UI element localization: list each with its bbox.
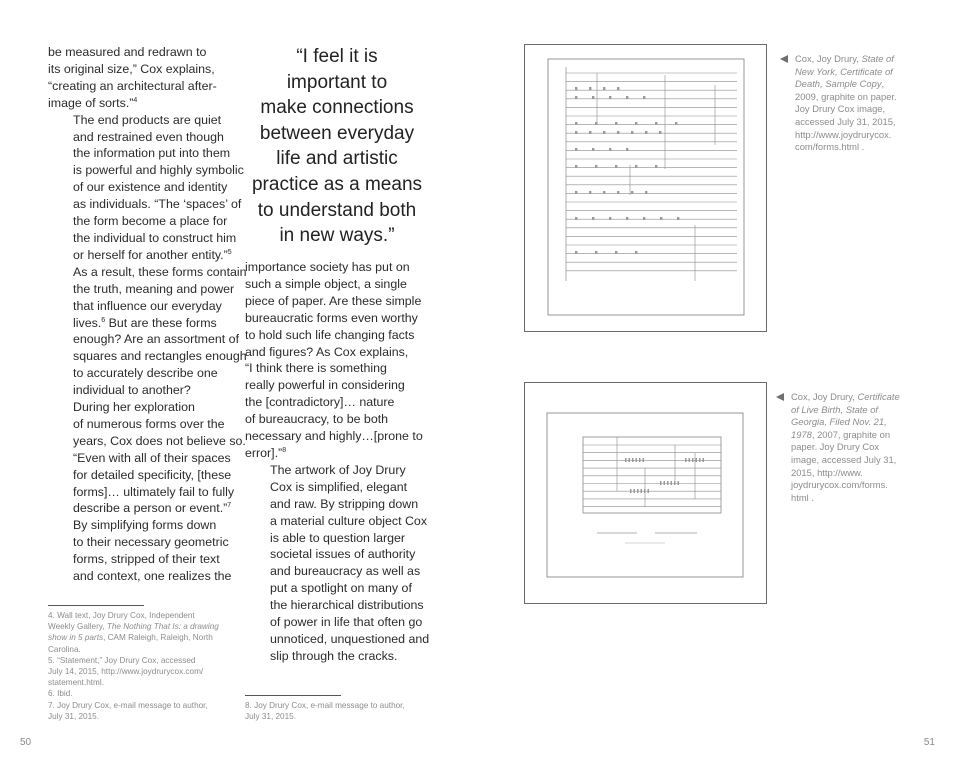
text-run: or herself for another entity.” xyxy=(73,247,228,262)
figure-caption-1 xyxy=(795,53,935,154)
text-line: of our existence and identity xyxy=(73,180,228,195)
text-line xyxy=(795,53,935,66)
form-tick-box xyxy=(645,131,647,134)
form-tick-box xyxy=(641,489,643,493)
form-tick-box xyxy=(630,489,632,493)
footnotes-column-2 xyxy=(245,700,445,722)
form-tick-box xyxy=(696,458,698,462)
text-line: to their necessary geometric xyxy=(73,535,229,550)
text-line: the form become a place for xyxy=(73,214,228,229)
text-line xyxy=(245,445,445,462)
text-line: is powerful and highly symbolic xyxy=(73,163,244,178)
form-tick-box xyxy=(615,122,617,125)
form-tick-box xyxy=(575,165,577,168)
form-tick-box xyxy=(617,87,619,90)
form-tick-box xyxy=(664,481,666,485)
form-tick-box xyxy=(615,165,617,168)
text-line: forms]… ultimately fail to fully xyxy=(73,484,235,499)
form-tick-box xyxy=(632,458,634,462)
form-tick-box xyxy=(595,251,597,254)
text-line: is able to question larger xyxy=(270,530,406,545)
text-line: “creating an architectural after- xyxy=(48,78,217,93)
paragraph xyxy=(245,259,445,462)
form-tick-box xyxy=(631,131,633,134)
form-tick-box xyxy=(589,131,591,134)
text-line: of power in life that often go xyxy=(270,615,423,630)
form-tick-box xyxy=(595,165,597,168)
text-run: error].” xyxy=(245,445,283,460)
work-title: Death, Sample Copy xyxy=(795,78,882,90)
footnotes-column-1 xyxy=(48,610,238,722)
text-line: paper. Joy Drury Cox xyxy=(791,441,880,453)
form-tick-box xyxy=(592,96,594,99)
text-run: , CAM Raleigh, Raleigh, North xyxy=(103,633,213,643)
artwork-death-certificate xyxy=(524,44,767,332)
form-tick-box xyxy=(703,458,705,462)
text-line xyxy=(791,391,931,404)
text-line xyxy=(48,621,238,632)
text-line: piece of paper. Are these simple xyxy=(245,293,422,308)
paragraph xyxy=(48,44,238,112)
form-tick-box xyxy=(575,191,577,194)
text-line: a material culture object Cox xyxy=(270,513,428,528)
work-title: 1978 xyxy=(791,428,812,440)
form-tick-box xyxy=(609,96,611,99)
text-line: image, accessed July 31, xyxy=(791,453,897,465)
text-line: really powerful in considering xyxy=(245,378,405,393)
form-tick-box xyxy=(635,251,637,254)
text-line: and restrained even though xyxy=(73,129,224,144)
work-title: New York, Certificate of xyxy=(795,65,893,77)
text-line xyxy=(48,247,238,264)
form-tick-box xyxy=(699,458,701,462)
text-line xyxy=(48,95,238,112)
text-line: Joy Drury Cox image, xyxy=(795,103,886,115)
text-line: The end products are quiet xyxy=(73,112,222,127)
form-tick-box xyxy=(667,481,669,485)
footnote-ref[interactable]: 4 xyxy=(133,96,138,104)
text-line: 7. Joy Drury Cox, e-mail message to author, xyxy=(48,700,208,710)
form-tick-box xyxy=(625,458,627,462)
text-run: lives. xyxy=(73,315,102,330)
form-tick-box xyxy=(645,191,647,194)
text-line: such a simple object, a single xyxy=(245,276,407,291)
text-line xyxy=(791,404,931,417)
work-title: Georgia, Filed Nov. 21, xyxy=(791,416,887,428)
form-tick-box xyxy=(643,458,645,462)
text-line xyxy=(48,315,238,332)
text-line: “Even with all of their spaces xyxy=(73,450,231,465)
text-line: forms, stripped of their text xyxy=(73,552,220,567)
text-run: Cox, Joy Drury, xyxy=(791,391,858,402)
paragraph xyxy=(245,462,445,665)
form-tick-box xyxy=(617,131,619,134)
form-tick-box xyxy=(626,96,628,99)
page-number-left: 50 xyxy=(20,737,32,748)
url-link[interactable]: July 14, 2015, http://www.joydrurycox.com/ xyxy=(48,667,204,677)
text-line: as individuals. “The ‘spaces’ of xyxy=(73,197,242,212)
form-tick-box xyxy=(575,251,577,254)
text-run: , 2007, graphite on xyxy=(811,428,891,440)
page-number-right: 51 xyxy=(923,737,935,748)
form-tick-box xyxy=(675,122,677,125)
body-column-2 xyxy=(245,259,445,665)
form-tick-box xyxy=(592,217,594,220)
text-run: But are these forms xyxy=(105,315,217,330)
form-tick-box xyxy=(635,122,637,125)
text-line: be measured and redrawn to xyxy=(48,45,207,59)
form-tick-box xyxy=(629,458,631,462)
text-line xyxy=(795,66,935,79)
text-line: 5. “Statement,” Joy Drury Cox, accessed xyxy=(48,655,196,665)
text-line: July 31, 2015. xyxy=(245,712,296,722)
text-line xyxy=(48,632,238,643)
text-run: describe a person or event.” xyxy=(73,501,228,516)
text-line: “I think there is something xyxy=(245,361,387,376)
url-link[interactable]: com/forms.html . xyxy=(795,141,865,153)
form-tick-box xyxy=(589,87,591,90)
footnote-5 xyxy=(48,655,238,689)
form-tick-box xyxy=(674,481,676,485)
url-link[interactable]: html . xyxy=(791,491,814,503)
text-line: As a result, these forms contain xyxy=(73,264,247,279)
text-line: to hold such life changing facts xyxy=(245,327,415,342)
form-tick-box xyxy=(575,148,577,151)
form-tick-box xyxy=(637,489,639,493)
form-tick-box xyxy=(575,87,577,90)
text-line: importance society has put on xyxy=(245,260,410,274)
form-tick-box xyxy=(603,87,605,90)
text-line: 6. Ibid. xyxy=(48,689,73,699)
form-tick-box xyxy=(643,96,645,99)
footnote-8 xyxy=(245,700,445,722)
text-line: 2009, graphite on paper. xyxy=(795,90,897,102)
form-tick-box xyxy=(631,191,633,194)
text-line: individual to another? xyxy=(73,383,191,398)
text-line: of numerous forms over the xyxy=(73,416,225,431)
work-title: State of xyxy=(861,53,894,64)
text-line: accessed July 31, 2015, xyxy=(795,115,896,127)
footnote-4 xyxy=(48,610,238,655)
form-tick-box xyxy=(671,481,673,485)
text-line: July 31, 2015. xyxy=(48,711,99,721)
text-line: the truth, meaning and power xyxy=(73,281,235,296)
pull-quote-line: practice as a means xyxy=(251,173,423,195)
url-link[interactable]: joydrurycox.com/forms. xyxy=(791,479,888,491)
text-line xyxy=(48,500,238,517)
text-line: to accurately describe one xyxy=(73,366,218,381)
text-line: and bureaucracy as well as xyxy=(270,564,421,579)
form-tick-box xyxy=(634,489,636,493)
text-run: Cox, Joy Drury, xyxy=(795,53,862,64)
text-line: and figures? As Cox explains, xyxy=(245,344,409,359)
form-tick-box xyxy=(617,191,619,194)
form-tick-box xyxy=(595,122,597,125)
form-tick-box xyxy=(575,122,577,125)
text-line: for detailed specificity, [these xyxy=(73,467,232,482)
form-tick-box xyxy=(603,131,605,134)
text-line: Cox is simplified, elegant xyxy=(270,479,408,494)
form-tick-box xyxy=(626,148,628,151)
text-line: that influence our everyday xyxy=(73,298,222,313)
form-border xyxy=(548,59,744,315)
text-line: unnoticed, unquestioned and xyxy=(270,631,430,646)
text-line xyxy=(795,78,935,91)
form-tick-box xyxy=(603,191,605,194)
form-tick-box xyxy=(636,458,638,462)
form-tick-box xyxy=(626,217,628,220)
form-tick-box xyxy=(589,191,591,194)
text-line: enough? Are an assortment of xyxy=(73,332,240,347)
text-line: bureaucratic forms even worthy xyxy=(245,310,418,325)
form-tick-box xyxy=(643,217,645,220)
work-title: The Nothing That Is: a drawing xyxy=(106,622,219,632)
text-run: Weekly Gallery, xyxy=(48,622,107,632)
form-tick-box xyxy=(659,131,661,134)
artwork-birth-certificate xyxy=(524,382,767,604)
form-tick-box xyxy=(615,251,617,254)
pointer-arrow-icon xyxy=(780,55,788,63)
text-line: years, Cox does not believe so. xyxy=(73,433,246,448)
form-tick-box xyxy=(660,217,662,220)
form-tick-box xyxy=(655,122,657,125)
url-link[interactable]: 2015, http://www. xyxy=(791,466,863,478)
pull-quote-line: between everyday xyxy=(259,122,415,144)
form-tick-box xyxy=(655,165,657,168)
text-line: During her exploration xyxy=(73,400,195,415)
paragraph xyxy=(48,399,246,585)
footnote-7 xyxy=(48,700,238,722)
text-line: and context, one realizes the xyxy=(73,569,232,584)
form-tick-box xyxy=(609,148,611,151)
pointer-arrow-icon xyxy=(776,393,784,401)
text-line: Carolina. xyxy=(48,644,81,654)
footnote-6 xyxy=(48,688,238,699)
form-tick-box xyxy=(575,96,577,99)
text-line: the individual to construct him xyxy=(73,230,237,245)
pull-quote-line: to understand both xyxy=(257,199,417,221)
text-line: of bureaucracy, to be both xyxy=(245,412,389,427)
text-run: image of sorts.” xyxy=(48,95,134,110)
figure-caption-2 xyxy=(791,391,931,504)
form-tick-box xyxy=(677,217,679,220)
text-line xyxy=(791,416,931,429)
pull-quote-line: important to xyxy=(286,71,388,93)
form-tick-box xyxy=(635,165,637,168)
url-link[interactable]: statement.html. xyxy=(48,678,104,688)
text-run: , xyxy=(881,78,885,90)
body-column-1 xyxy=(48,44,247,585)
pull-quote xyxy=(245,44,429,249)
footnote-rule xyxy=(245,695,341,696)
form-tick-box xyxy=(689,458,691,462)
pull-quote-line: life and artistic xyxy=(276,148,398,170)
form-tick-box xyxy=(609,217,611,220)
form-tick-box xyxy=(648,489,650,493)
text-line: squares and rectangles enough xyxy=(73,349,247,364)
text-line xyxy=(791,429,931,442)
work-title: of Live Birth, State of xyxy=(791,403,879,415)
footnote-rule xyxy=(48,605,144,606)
text-line: necessary and highly…[prone to xyxy=(245,429,423,444)
pull-quote-line: in new ways.” xyxy=(279,225,395,247)
form-tick-box xyxy=(575,217,577,220)
form-tick-box xyxy=(639,458,641,462)
text-line: 8. Joy Drury Cox, e-mail message to author, xyxy=(245,701,405,710)
text-line: slip through the cracks. xyxy=(270,648,398,663)
pull-quote-line: “I feel it is xyxy=(296,46,378,67)
form-tick-box xyxy=(685,458,687,462)
footnote-ref[interactable]: 5 xyxy=(227,248,232,256)
footnote-ref[interactable]: 8 xyxy=(282,446,287,454)
text-line: put a spotlight on many of xyxy=(270,581,412,596)
form-tick-box xyxy=(678,481,680,485)
form-tick-box xyxy=(660,481,662,485)
text-line: the hierarchical distributions xyxy=(270,598,424,613)
text-line: By simplifying forms down xyxy=(73,518,217,533)
url-link[interactable]: http://www.joydrurycox. xyxy=(795,128,892,140)
form-tick-box xyxy=(575,131,577,134)
text-line: the [contradictory]… nature xyxy=(245,395,395,410)
form-tick-box xyxy=(592,148,594,151)
text-line: and raw. By stripping down xyxy=(270,496,419,511)
footnote-ref[interactable]: 6 xyxy=(101,316,106,324)
form-drawing xyxy=(525,383,766,603)
footnote-ref[interactable]: 7 xyxy=(227,502,232,510)
pull-quote-line: make connections xyxy=(260,97,414,119)
form-tick-box xyxy=(692,458,694,462)
form-drawing xyxy=(525,45,766,331)
work-title: show in 5 parts xyxy=(48,633,104,643)
text-line: the information put into them xyxy=(73,146,231,161)
paragraph xyxy=(48,112,247,399)
text-line: its original size,” Cox explains, xyxy=(48,61,215,76)
text-line: 4. Wall text, Joy Drury Cox, Independent xyxy=(48,611,195,620)
form-field-block xyxy=(583,437,721,513)
form-tick-box xyxy=(644,489,646,493)
text-line: The artwork of Joy Drury xyxy=(270,462,406,477)
text-line: societal issues of authority xyxy=(270,547,416,562)
work-title: Certificate xyxy=(857,391,900,402)
